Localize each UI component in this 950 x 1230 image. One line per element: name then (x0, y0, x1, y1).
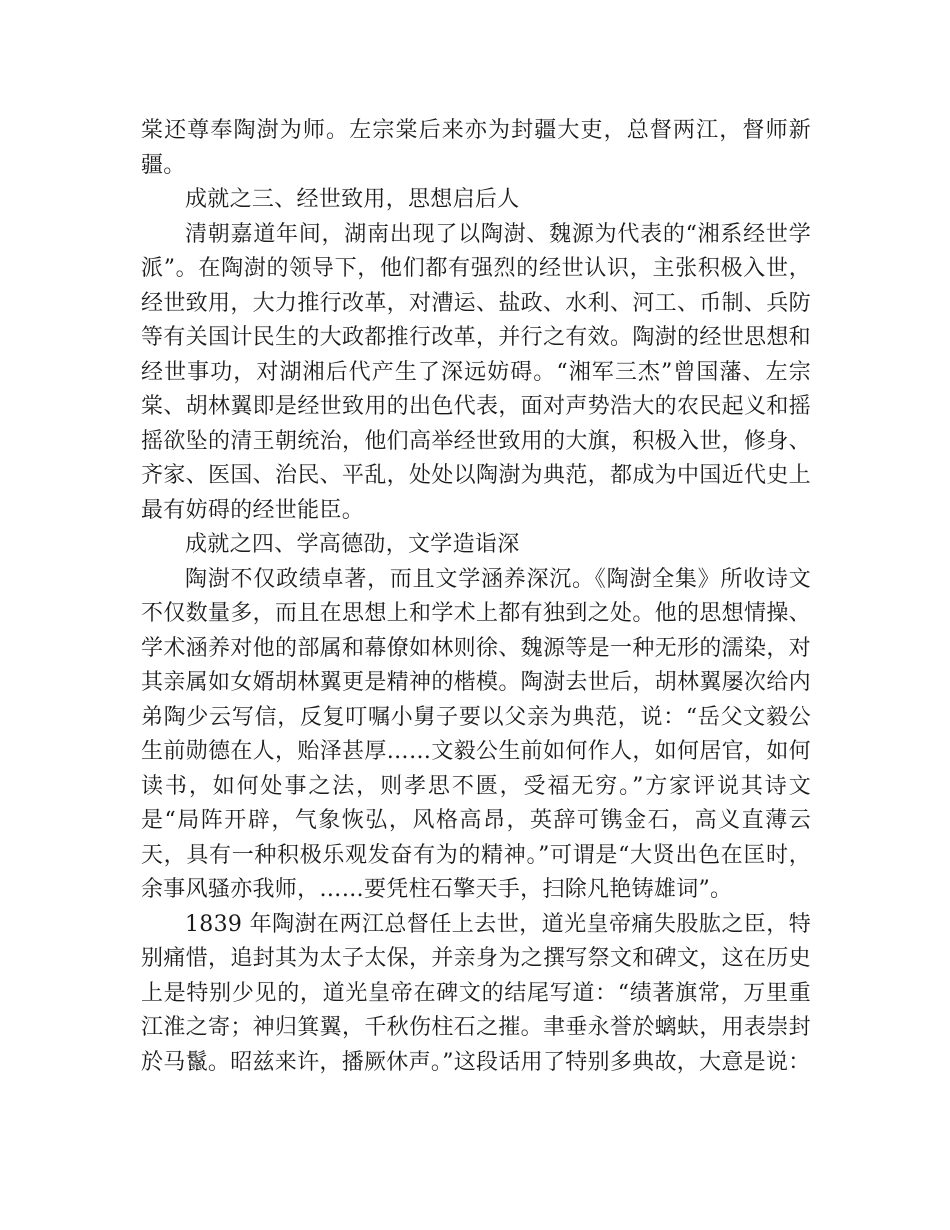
section-heading-3: 成就之三、经世致用，思想启后人 (185, 187, 520, 212)
paragraph-continuation: 棠还尊奉陶澍为师。左宗棠后来亦为封疆大吏，总督两江，督师新疆。 (141, 118, 811, 178)
document-page (141, 114, 811, 1080)
paragraph-body: 1839 年陶澍在两江总督任上去世，道光皇帝痛失股肱之臣，特别痛惜，追封其为太子太保，并亲身为之撰写祭文和碑文，这在历史上是特别少见的，道光皇帝在碑文的结尾写道：“绩著旗常，万里重江淮之寄；神归箕翼，千秋伤柱石之摧。聿垂永誉於螭蚨，用表崇封於马鬣。昭兹来许，播厥休声。”这段话用了特别多典故，大意是说： (141, 911, 811, 1075)
section-heading-4: 成就之四、学高德劭，文学造诣深 (185, 532, 520, 557)
paragraph-body: 清朝嘉道年间，湖南出现了以陶澍、魏源为代表的“湘系经世学派”。在陶澍的领导下，他们都有强烈的经世认识，主张积极入世，经世致用，大力推行改革，对漕运、盐政、水利、河工、币制、兵防等有关国计民生的大政都推行改革，并行之有效。陶澍的经世思想和经世事功，对湖湘后代产生了深远妨碍。“湘军三杰”曾国藩、左宗棠、胡林翼即是经世致用的出色代表，面对声势浩大的农民起义和摇摇欲坠的清王朝统治，他们高举经世致用的大旗，积极入世，修身、齐家、医国、治民、平乱，处处以陶澍为典范，都成为中国近代史上最有妨碍的经世能臣。 (141, 221, 811, 523)
paragraph-body: 陶澍不仅政绩卓著，而且文学涵养深沉。《陶澍全集》所收诗文不仅数量多，而且在思想上和学术上都有独到之处。他的思想情操、学术涵养对他的部属和幕僚如林则徐、魏源等是一种无形的濡染，对其亲属如女婿胡林翼更是精神的楷模。陶澍去世后，胡林翼屡次给内弟陶少云写信，反复叮嘱小舅子要以父亲为典范，说：“岳父文毅公生前勋德在人，贻泽甚厚……文毅公生前如何作人，如何居官，如何读书，如何处事之法，则孝思不匮，受福无穷。”方家评说其诗文是“局阵开辟，气象恢弘，风格高昂，英辞可镌金石，高义直薄云天，具有一种积极乐观发奋有为的精神。”可谓是“大贤出色在匡时，余事风骚亦我师，……要凭柱石擎天手，扫除凡艳铸雄词”。 (141, 566, 811, 902)
